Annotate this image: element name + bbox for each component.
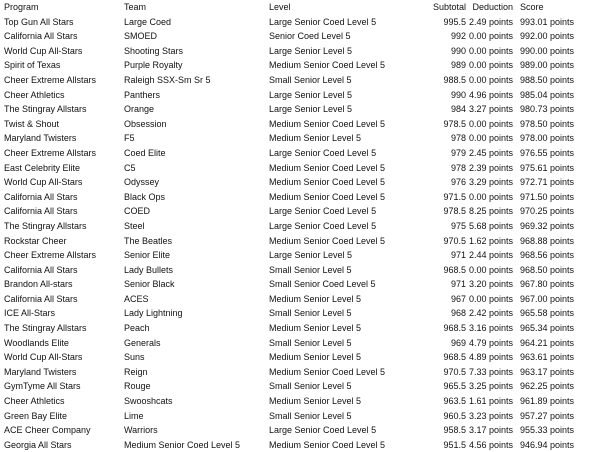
cell-program: East Celebrity Elite bbox=[4, 162, 81, 173]
cell-program: Brandon All-stars bbox=[4, 279, 73, 290]
cell-program: Cheer Extreme Allstars bbox=[4, 250, 97, 261]
cell-score: 972.71 points bbox=[520, 177, 575, 188]
cell-team: Odyssey bbox=[124, 177, 160, 188]
table-row bbox=[1, 365, 597, 380]
table-row bbox=[1, 204, 597, 219]
cell-program: Cheer Extreme Allstars bbox=[4, 147, 97, 158]
cell-program: California All Stars bbox=[4, 206, 78, 217]
cell-level: Small Senior Level 5 bbox=[269, 410, 352, 421]
cell-level: Large Senior Level 5 bbox=[269, 89, 353, 100]
cell-score: 978.00 points bbox=[520, 133, 575, 144]
table-row bbox=[1, 146, 597, 161]
cell-level: Small Senior Level 5 bbox=[269, 381, 352, 392]
cell-program: Cheer Athletics bbox=[4, 396, 65, 407]
cell-score: 993.01 points bbox=[520, 16, 575, 27]
table-row bbox=[1, 161, 597, 176]
cell-team: Senior Elite bbox=[124, 250, 171, 261]
cell-team: Obsession bbox=[124, 118, 167, 129]
cell-score: 968.88 points bbox=[520, 235, 575, 246]
header-subtotal: Subtotal bbox=[432, 2, 466, 12]
cell-score: 975.61 points bbox=[520, 162, 575, 173]
cell-subtotal: 971 bbox=[450, 250, 466, 261]
cell-team: Lime bbox=[124, 410, 144, 421]
cell-team: COED bbox=[124, 206, 151, 217]
cell-team: Lady Bullets bbox=[124, 264, 174, 275]
cell-team: The Beatles bbox=[124, 235, 173, 246]
cell-team: Panthers bbox=[124, 89, 161, 100]
cell-program: Green Bay Elite bbox=[4, 410, 68, 421]
cell-deduction: 0.00 points bbox=[469, 60, 514, 71]
cell-program: The Stingray Allstars bbox=[4, 104, 87, 115]
header-team: Team bbox=[124, 2, 147, 12]
cell-deduction: 4.56 points bbox=[469, 439, 514, 450]
cell-team: Lady Lightning bbox=[124, 308, 183, 319]
cell-deduction: 2.44 points bbox=[469, 250, 514, 261]
cell-subtotal: 969 bbox=[450, 337, 466, 348]
cell-subtotal: 958.5 bbox=[443, 425, 466, 436]
cell-deduction: 4.89 points bbox=[469, 352, 514, 363]
cell-team: Coed Elite bbox=[124, 147, 166, 158]
table-row bbox=[1, 88, 597, 103]
cell-level: Small Senior Coed Level 5 bbox=[269, 279, 376, 290]
cell-deduction: 0.00 points bbox=[469, 31, 514, 42]
cell-team: Swooshcats bbox=[124, 396, 173, 407]
header-deduction: Deduction bbox=[472, 2, 513, 12]
cell-score: 963.17 points bbox=[520, 366, 575, 377]
cell-subtotal: 990 bbox=[450, 89, 466, 100]
cell-team: Raleigh SSX-Sm Sr 5 bbox=[124, 74, 211, 85]
cell-subtotal: 988.5 bbox=[443, 74, 466, 85]
cell-level: Large Senior Coed Level 5 bbox=[269, 147, 377, 158]
cell-subtotal: 963.5 bbox=[443, 396, 466, 407]
table-row bbox=[1, 58, 597, 73]
cell-program: Twist & Shout bbox=[4, 118, 60, 129]
cell-team: C5 bbox=[124, 162, 136, 173]
table-row bbox=[1, 102, 597, 117]
cell-program: Georgia All Stars bbox=[4, 439, 72, 450]
cell-deduction: 0.00 points bbox=[469, 45, 514, 56]
table-row bbox=[1, 379, 597, 394]
cell-team: Steel bbox=[124, 220, 145, 231]
cell-deduction: 1.61 points bbox=[469, 396, 514, 407]
cell-subtotal: 975 bbox=[450, 220, 466, 231]
cell-program: Cheer Athletics bbox=[4, 89, 65, 100]
cell-level: Large Senior Level 5 bbox=[269, 250, 353, 261]
cell-deduction: 5.68 points bbox=[469, 220, 514, 231]
cell-team: SMOED bbox=[124, 31, 158, 42]
table-row bbox=[1, 423, 597, 438]
header-score: Score bbox=[520, 2, 544, 12]
cell-score: 992.00 points bbox=[520, 31, 575, 42]
cell-team: Warriors bbox=[124, 425, 158, 436]
cell-program: Top Gun All Stars bbox=[4, 16, 74, 27]
cell-subtotal: 978.5 bbox=[443, 118, 466, 129]
cell-subtotal: 995.5 bbox=[443, 16, 466, 27]
cell-team: Suns bbox=[124, 352, 145, 363]
cell-program: Cheer Extreme Allstars bbox=[4, 74, 97, 85]
table-row bbox=[1, 73, 597, 88]
cell-program: California All Stars bbox=[4, 264, 78, 275]
header-level: Level bbox=[269, 2, 291, 12]
cell-level: Small Senior Level 5 bbox=[269, 264, 352, 275]
cell-score: 985.04 points bbox=[520, 89, 575, 100]
cell-deduction: 3.29 points bbox=[469, 177, 514, 188]
cell-deduction: 3.17 points bbox=[469, 425, 514, 436]
cell-deduction: 3.27 points bbox=[469, 104, 514, 115]
cell-deduction: 0.00 points bbox=[469, 264, 514, 275]
cell-deduction: 0.00 points bbox=[469, 74, 514, 85]
cell-deduction: 8.25 points bbox=[469, 206, 514, 217]
cell-program: Maryland Twisters bbox=[4, 133, 77, 144]
cell-program: The Stingray Allstars bbox=[4, 220, 87, 231]
cell-score: 955.33 points bbox=[520, 425, 575, 436]
cell-deduction: 0.00 points bbox=[469, 133, 514, 144]
cell-deduction: 0.00 points bbox=[469, 118, 514, 129]
cell-level: Medium Senior Coed Level 5 bbox=[269, 191, 386, 202]
cell-subtotal: 951.5 bbox=[443, 439, 466, 450]
cell-score: 965.34 points bbox=[520, 323, 575, 334]
cell-score: 962.25 points bbox=[520, 381, 575, 392]
cell-score: 970.25 points bbox=[520, 206, 575, 217]
cell-score: 976.55 points bbox=[520, 147, 575, 158]
cell-deduction: 2.42 points bbox=[469, 308, 514, 319]
cell-program: GymTyme All Stars bbox=[4, 381, 81, 392]
table-row bbox=[1, 175, 597, 190]
cell-program: World Cup All-Stars bbox=[4, 177, 83, 188]
cell-subtotal: 960.5 bbox=[443, 410, 466, 421]
cell-level: Medium Senior Coed Level 5 bbox=[269, 177, 386, 188]
cell-team: Black Ops bbox=[124, 191, 166, 202]
cell-level: Small Senior Level 5 bbox=[269, 308, 352, 319]
cell-score: 957.27 points bbox=[520, 410, 575, 421]
results-rows bbox=[1, 15, 597, 452]
cell-subtotal: 984 bbox=[450, 104, 466, 115]
cell-level: Large Senior Coed Level 5 bbox=[269, 206, 377, 217]
cell-subtotal: 971 bbox=[450, 279, 466, 290]
cell-program: Rockstar Cheer bbox=[4, 235, 67, 246]
cell-team: Senior Black bbox=[124, 279, 175, 290]
cell-deduction: 3.16 points bbox=[469, 323, 514, 334]
cell-level: Small Senior Level 5 bbox=[269, 337, 352, 348]
table-row bbox=[1, 131, 597, 146]
cell-level: Medium Senior Level 5 bbox=[269, 133, 362, 144]
cell-score: 971.50 points bbox=[520, 191, 575, 202]
table-row bbox=[1, 190, 597, 205]
table-row bbox=[1, 277, 597, 292]
cell-score: 967.00 points bbox=[520, 293, 575, 304]
cell-subtotal: 971.5 bbox=[443, 191, 466, 202]
table-row bbox=[1, 248, 597, 263]
cell-deduction: 3.23 points bbox=[469, 410, 514, 421]
cell-deduction: 2.39 points bbox=[469, 162, 514, 173]
cell-score: 990.00 points bbox=[520, 45, 575, 56]
cell-subtotal: 968 bbox=[450, 308, 466, 319]
cell-subtotal: 968.5 bbox=[443, 264, 466, 275]
cell-score: 989.00 points bbox=[520, 60, 575, 71]
cell-deduction: 2.49 points bbox=[469, 16, 514, 27]
cell-deduction: 7.33 points bbox=[469, 366, 514, 377]
cell-level: Medium Senior Coed Level 5 bbox=[269, 439, 386, 450]
cell-team: Reign bbox=[124, 366, 148, 377]
cell-deduction: 4.79 points bbox=[469, 337, 514, 348]
cell-subtotal: 965.5 bbox=[443, 381, 466, 392]
cell-team: F5 bbox=[124, 133, 135, 144]
header-program: Program bbox=[4, 2, 39, 12]
cell-score: 969.32 points bbox=[520, 220, 575, 231]
cell-deduction: 3.25 points bbox=[469, 381, 514, 392]
results-table bbox=[1, 0, 597, 452]
cell-subtotal: 970.5 bbox=[443, 235, 466, 246]
cell-level: Large Senior Coed Level 5 bbox=[269, 220, 377, 231]
cell-level: Medium Senior Level 5 bbox=[269, 323, 362, 334]
table-row bbox=[1, 263, 597, 278]
cell-subtotal: 978 bbox=[450, 133, 466, 144]
cell-level: Small Senior Level 5 bbox=[269, 74, 352, 85]
cell-program: ICE All-Stars bbox=[4, 308, 56, 319]
cell-deduction: 0.00 points bbox=[469, 293, 514, 304]
table-row bbox=[1, 292, 597, 307]
cell-level: Medium Senior Level 5 bbox=[269, 396, 362, 407]
cell-score: 964.21 points bbox=[520, 337, 575, 348]
cell-team: Orange bbox=[124, 104, 155, 115]
cell-level: Large Senior Coed Level 5 bbox=[269, 16, 377, 27]
table-row bbox=[1, 438, 597, 452]
cell-program: Spirit of Texas bbox=[4, 60, 61, 71]
cell-program: ACE Cheer Company bbox=[4, 425, 91, 436]
table-row bbox=[1, 234, 597, 249]
cell-score: 968.50 points bbox=[520, 264, 575, 275]
cell-score: 988.50 points bbox=[520, 74, 575, 85]
cell-level: Medium Senior Coed Level 5 bbox=[269, 366, 386, 377]
cell-score: 961.89 points bbox=[520, 396, 575, 407]
table-row bbox=[1, 219, 597, 234]
cell-score: 963.61 points bbox=[520, 352, 575, 363]
cell-deduction: 0.00 points bbox=[469, 191, 514, 202]
table-row bbox=[1, 321, 597, 336]
table-row bbox=[1, 306, 597, 321]
cell-level: Medium Senior Coed Level 5 bbox=[269, 162, 386, 173]
cell-level: Large Senior Coed Level 5 bbox=[269, 425, 377, 436]
cell-score: 980.73 points bbox=[520, 104, 575, 115]
table-row bbox=[1, 336, 597, 351]
cell-team: Medium Senior Coed Level 5 bbox=[124, 439, 241, 450]
cell-deduction: 4.96 points bbox=[469, 89, 514, 100]
cell-program: The Stingray Allstars bbox=[4, 323, 87, 334]
cell-program: California All Stars bbox=[4, 31, 78, 42]
cell-level: Medium Senior Coed Level 5 bbox=[269, 60, 386, 71]
cell-program: Woodlands Elite bbox=[4, 337, 69, 348]
cell-team: Rouge bbox=[124, 381, 151, 392]
cell-subtotal: 968.5 bbox=[443, 352, 466, 363]
cell-score: 965.58 points bbox=[520, 308, 575, 319]
table-row bbox=[1, 44, 597, 59]
table-row bbox=[1, 29, 597, 44]
cell-team: Shooting Stars bbox=[124, 45, 184, 56]
cell-team: Large Coed bbox=[124, 16, 172, 27]
cell-score: 968.56 points bbox=[520, 250, 575, 261]
cell-program: World Cup All-Stars bbox=[4, 352, 83, 363]
cell-level: Large Senior Level 5 bbox=[269, 45, 353, 56]
cell-team: Peach bbox=[124, 323, 150, 334]
cell-program: California All Stars bbox=[4, 293, 78, 304]
cell-level: Medium Senior Coed Level 5 bbox=[269, 235, 386, 246]
cell-level: Senior Coed Level 5 bbox=[269, 31, 351, 42]
cell-subtotal: 979 bbox=[450, 147, 466, 158]
cell-subtotal: 970.5 bbox=[443, 366, 466, 377]
cell-program: World Cup All-Stars bbox=[4, 45, 83, 56]
cell-score: 946.94 points bbox=[520, 439, 575, 450]
cell-subtotal: 978.5 bbox=[443, 206, 466, 217]
table-row bbox=[1, 394, 597, 409]
cell-team: Generals bbox=[124, 337, 161, 348]
cell-deduction: 3.20 points bbox=[469, 279, 514, 290]
cell-subtotal: 989 bbox=[450, 60, 466, 71]
table-row bbox=[1, 350, 597, 365]
cell-subtotal: 992 bbox=[450, 31, 466, 42]
cell-subtotal: 978 bbox=[450, 162, 466, 173]
cell-deduction: 2.45 points bbox=[469, 147, 514, 158]
cell-score: 967.80 points bbox=[520, 279, 575, 290]
table-row bbox=[1, 117, 597, 132]
cell-subtotal: 990 bbox=[450, 45, 466, 56]
cell-team: ACES bbox=[124, 293, 149, 304]
cell-level: Medium Senior Level 5 bbox=[269, 352, 362, 363]
table-row bbox=[1, 15, 597, 30]
cell-level: Medium Senior Coed Level 5 bbox=[269, 118, 386, 129]
cell-program: California All Stars bbox=[4, 191, 78, 202]
table-row bbox=[1, 409, 597, 424]
cell-program: Maryland Twisters bbox=[4, 366, 77, 377]
cell-subtotal: 976 bbox=[450, 177, 466, 188]
cell-level: Large Senior Level 5 bbox=[269, 104, 353, 115]
cell-team: Purple Royalty bbox=[124, 60, 183, 71]
cell-deduction: 1.62 points bbox=[469, 235, 514, 246]
cell-subtotal: 968.5 bbox=[443, 323, 466, 334]
header-row bbox=[1, 0, 597, 15]
cell-subtotal: 967 bbox=[450, 293, 466, 304]
cell-score: 978.50 points bbox=[520, 118, 575, 129]
cell-level: Medium Senior Level 5 bbox=[269, 293, 362, 304]
